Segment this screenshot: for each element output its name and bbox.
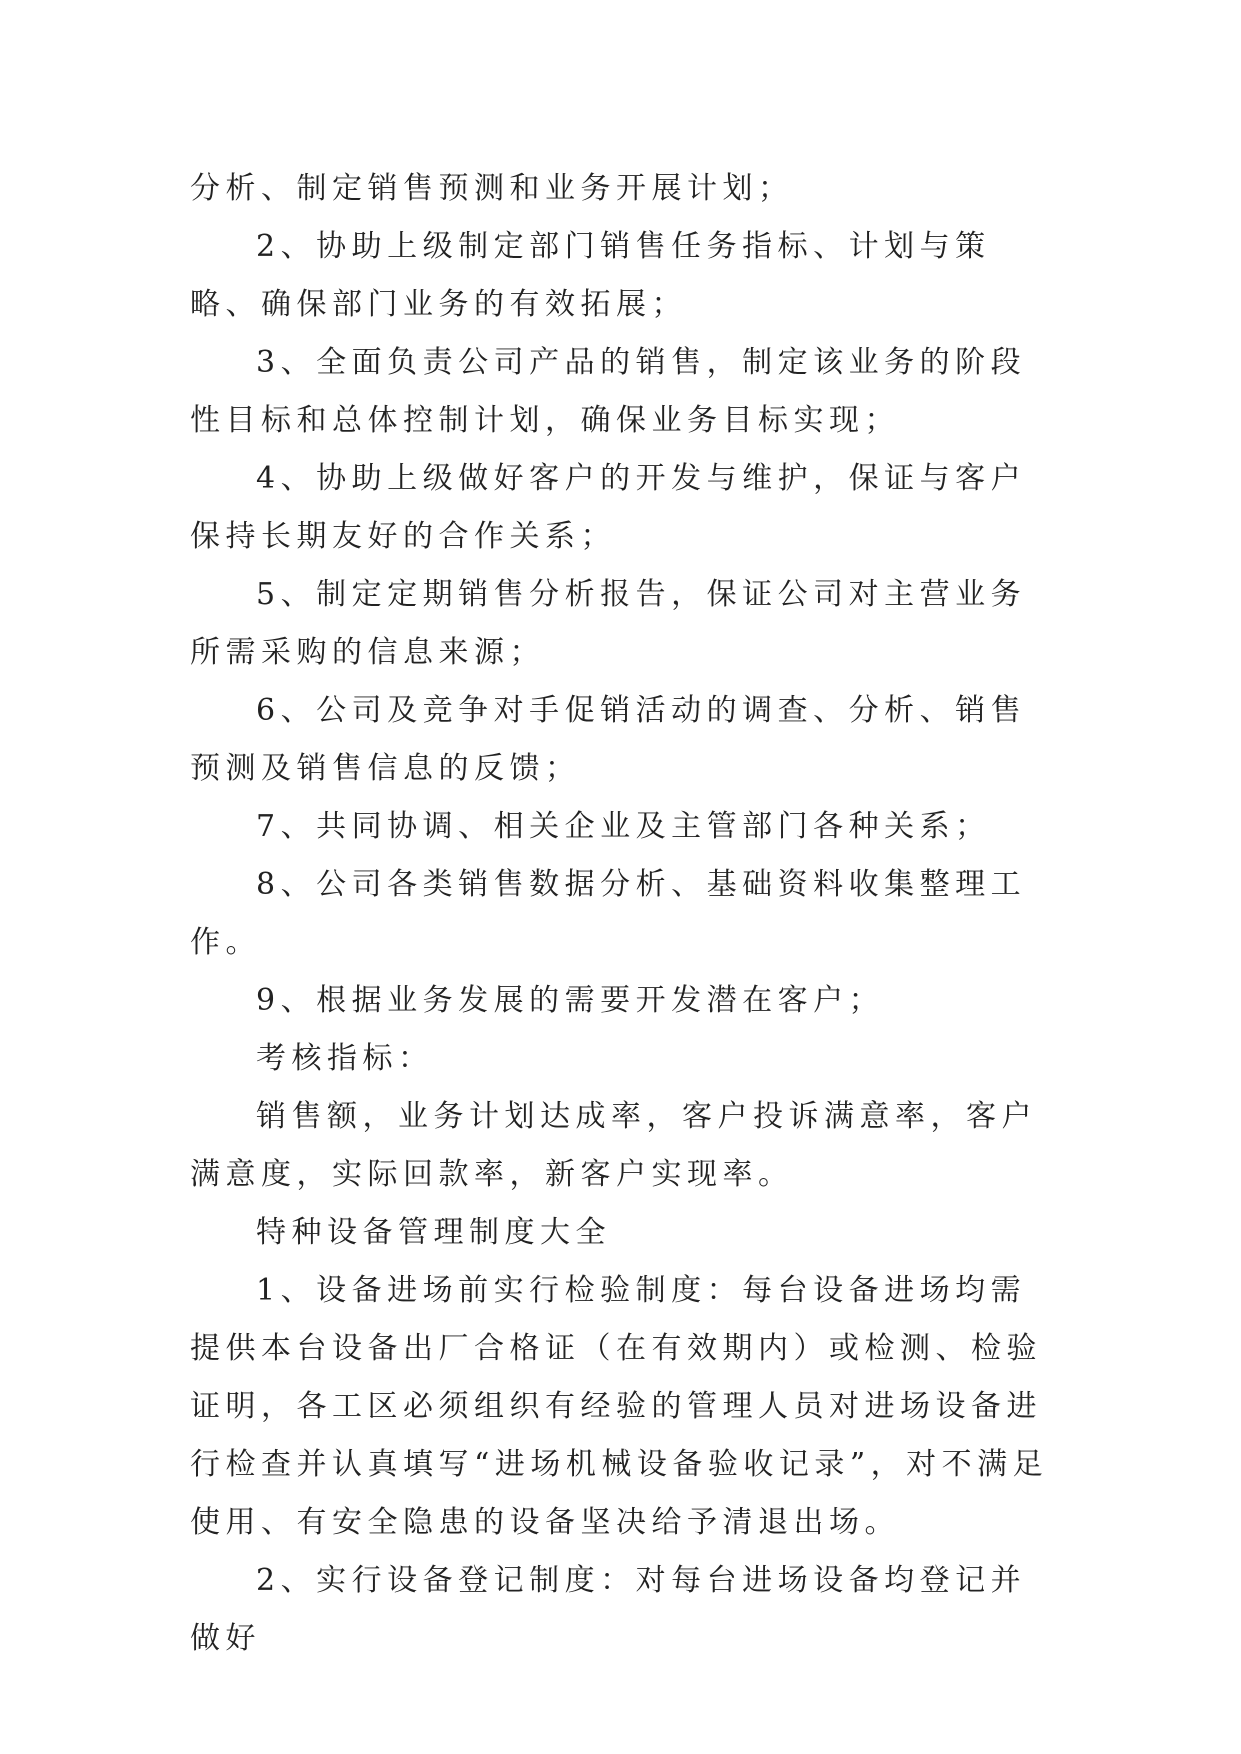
paragraph-4: 4、协助上级做好客户的开发与维护，保证与客户保持长期友好的合作关系； <box>190 461 1027 554</box>
paragraph-13: 1、设备进场前实行检验制度：每台设备进场均需提供本台设备出厂合格证（在有效期内）或检测、检验证明，各工区必须组织有经验的管理人员对进场设备进行检查并认真填写“进场机械设备验收记录”，对不满足使用、有安全隐患的设备坚决给予清退出场。 <box>190 1273 1049 1540</box>
paragraph-7: 7、共同协调、相关企业及主管部门各种关系； <box>256 809 991 844</box>
document-body <box>190 160 1060 1668</box>
paragraph-1: 分析、制定销售预测和业务开展计划； <box>190 171 794 206</box>
paragraph-3: 3、全面负责公司产品的销售，制定该业务的阶段性目标和总体控制计划，确保业务目标实现； <box>190 345 1027 438</box>
paragraph-6: 6、公司及竞争对手促销活动的调查、分析、销售预测及销售信息的反馈； <box>190 693 1027 786</box>
paragraph-14: 2、实行设备登记制度：对每台进场设备均登记并做好 <box>190 1563 1027 1656</box>
section-heading-equipment: 特种设备管理制度大全 <box>256 1215 611 1250</box>
paragraph-8: 8、公司各类销售数据分析、基础资料收集整理工作。 <box>190 867 1027 960</box>
paragraph-5: 5、制定定期销售分析报告，保证公司对主营业务所需采购的信息来源； <box>190 577 1027 670</box>
paragraph-2: 2、协助上级制定部门销售任务指标、计划与策略、确保部门业务的有效拓展； <box>190 229 991 322</box>
section-heading-assessment: 考核指标： <box>256 1041 434 1076</box>
paragraph-9: 9、根据业务发展的需要开发潜在客户； <box>256 983 885 1018</box>
paragraph-11: 销售额，业务计划达成率，客户投诉满意率，客户满意度，实际回款率，新客户实现率。 <box>190 1099 1037 1192</box>
